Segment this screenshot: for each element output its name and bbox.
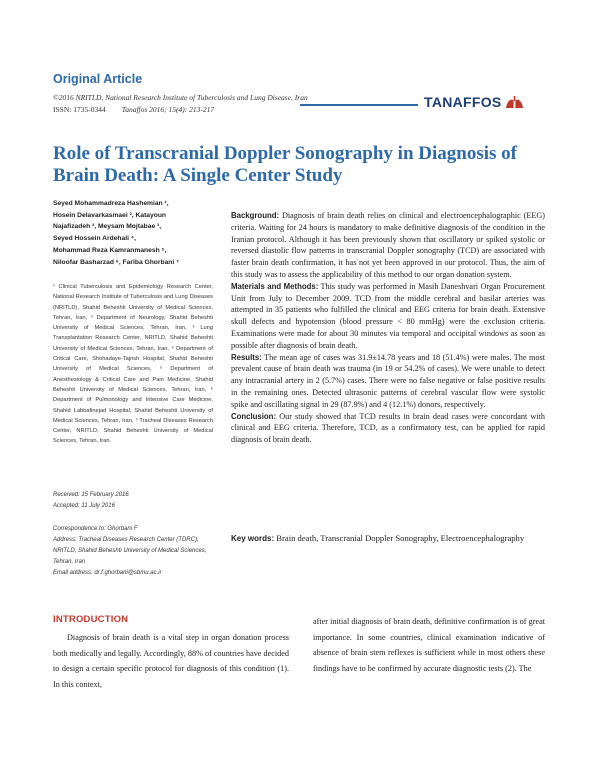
results-text: The mean age of cases was 31.9±14.78 years and 18 (51.4%) were males. The most prevalent cause of brain death was trauma (in 19 or 54.2% of cases). We were unable to detect any intracranial artery in 2 (5.7%) cases. There were no false negative or false positive results in the remaining ones. Detected ultrasonic patterns of cerebral vascular flow were systolic spike and oscillating signal in 29 (87.9%) and 4 (12.1%) donors, respectively. (231, 352, 545, 409)
correspondence-address: Address: Tracheal Diseases Research Center (TDRC), NRITLD, Shahid Beheshti University of Medical Sciences, Tehran, Iran (53, 537, 207, 565)
keywords-label: Key words: (231, 534, 275, 543)
article-dates (53, 490, 129, 512)
author-line: Seyed Mohammadreza Hashemian ¹, (53, 200, 169, 207)
methods-label: Materials and Methods: (231, 281, 319, 291)
correspondence (53, 524, 223, 579)
journal-name: TANAFFOS (424, 94, 502, 110)
methods-text: This study was performed in Masih Daneshvari Organ Procurement Unit from July to December 2009. TCD from the middle cerebral and basilar arteries was attempted in 35 patients who fulfilled the clinical and EEG criteria for brain death. Extensive skull defects and hypotension (blood pressure < 80 mmHg) were the exclusion criteria. Examinations were made for about 30 minutes via temporal and occipital windows as soon as possible after diagnosis of brain death. (231, 281, 545, 350)
abstract-methods (231, 281, 545, 352)
results-label: Results: (231, 352, 262, 362)
author-line: Seyed Hossein Ardehali ⁴, (53, 235, 136, 243)
abstract (231, 210, 545, 446)
introduction-heading: INTRODUCTION (53, 614, 129, 625)
abstract-background (231, 210, 545, 281)
author-list (53, 198, 213, 268)
article-title: Role of Transcranial Doppler Sonography in Diagnosis of Brain Death: A Single Center Study (53, 143, 517, 186)
article-type-label: Original Article (53, 72, 143, 86)
citation: Tanaffos 2016; 15(4): 213-217 (121, 105, 215, 114)
correspondence-to: Correspondence to: Ghorbani F (53, 526, 138, 532)
author-line: Niloofar Basharzad ⁶, Fariba Ghorbani ⁷ (53, 258, 179, 266)
keywords (231, 532, 545, 545)
copyright-notice: ©2016 NRITLD, National Research Institute of Tuberculosis and Lung Disease, Iran (53, 93, 308, 102)
accepted-date: Accepted: 11 July 2016 (53, 503, 115, 509)
affiliations: ¹ Clinical Tuberculosis and Epidemiology Research Center, National Research Institute of Tuberculosis and Lung Diseases (NRITLD), Shahid Beheshti University of Medical Sciences, Tehran, Iran, ² Department of Neurology, Shahid Beheshti University of Medical Sciences, Tehran, Iran, ³ Lung Transplantation Research Center, NRITLD, Shahid Beheshti University of Medical Sciences, Tehran, Iran, ⁴ Department of Critical Care, Shohadaye-Tajrish Hospital, Shahid Beheshti University of Medical Sciences, ⁵ Department of Anesthesiology & Critical Care and Pain Medicine, Shahid Beheshti University of Medical Sciences, Tehran, Iran, ⁶ Department of Pulmonology and Intensive Care Medicine, Shahid Labbafinejad Hospital, Shahid Beheshti University of Medical Sciences, Tehran, Iran, ⁷ Tracheal Diseases Research Center, NRITLD, Shahid Beheshti University of Medical Sciences, Tehran, Iran. (53, 284, 213, 445)
issn-line (53, 105, 214, 114)
background-text: Diagnosis of brain death relies on clinical and electroencephalographic (EEG) criteria. Waiting for 24 hours is mandatory to make definitive diagnosis of the condition in the Iranian protocol. Although it has been previously shown that oscillatory or spiked systolic or reversed diastolic flow patterns in transcranial Doppler sonography (TCD) are associated with faster brain death confirmation, it has not yet been approved in our protocol. Thus, the aim of this study was to assess the applicability of this method to our organ donation system. (231, 211, 545, 279)
background-label: Background: (231, 211, 280, 220)
introduction-column-right: after initial diagnosis of brain death, definitive confirmation is of great importance. In some countries, clinical examination indicative of absence of brain stem reflexes is sufficient while in most others these findings have to be confirmed by accurate diagnostic tests (2). The (313, 617, 545, 674)
abstract-results (231, 352, 545, 411)
author-line: Hosein Delavarkasmaei ², Katayoun (53, 211, 166, 219)
author-line: Najafizadeh ³, Meysam Mojtabae ³, (53, 223, 162, 231)
correspondence-email: Email address: dr.f.ghorbani@sbmu.ac.ir (53, 570, 162, 576)
journal-logo (424, 94, 524, 110)
conclusion-text: Our study showed that TCD results in brain dead cases were concordant with clinical and EEG criteria. Therefore, TCD, as a confirmatory test, can be applied for rapid diagnosis of brain death. (231, 411, 545, 445)
issn: ISSN: 1735-0344 (53, 105, 106, 114)
lungs-icon (505, 95, 524, 110)
author-line: Mohammad Reza Kamranmanesh ⁵, (53, 246, 167, 254)
abstract-conclusion (231, 411, 545, 446)
conclusion-label: Conclusion: (231, 411, 277, 421)
introduction-column-left: Diagnosis of brain death is a vital step in organ donation process both medically and legally. Accordingly, 88% of countries have decided to design a certain specific protocol for diagnosis of this condition (1). In this context, (53, 633, 289, 690)
received-date: Received: 15 February 2016 (53, 492, 129, 498)
header-rule (300, 104, 418, 106)
keywords-text: Brain death, Transcranial Doppler Sonography, Electroencephalography (276, 533, 525, 543)
